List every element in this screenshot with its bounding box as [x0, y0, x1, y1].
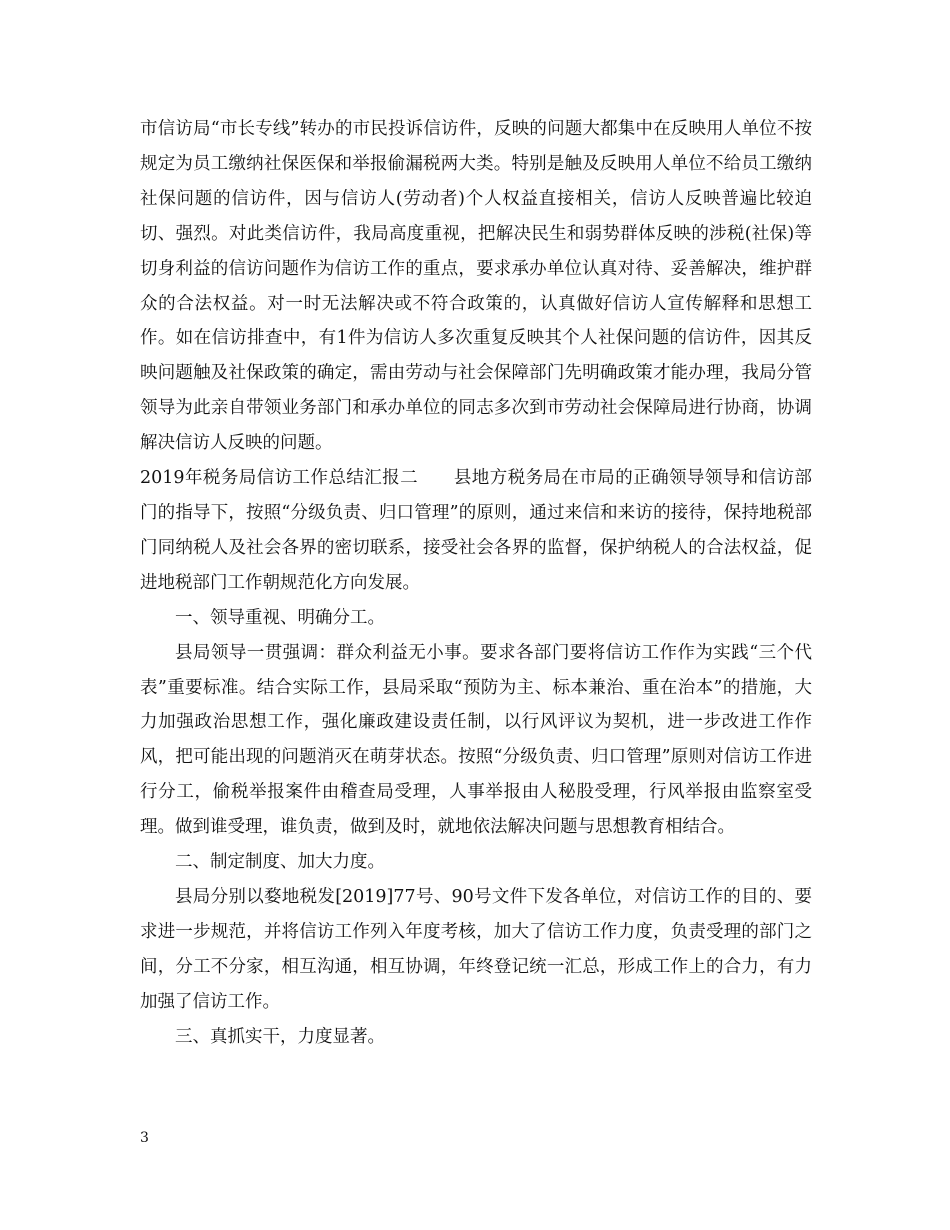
paragraph-hotline-complaints: 市信访局“市长专线”转办的市民投诉信访件，反映的问题大都集中在反映用人单位不按规定为员工缴纳社保医保和举报偷漏税两大类。特别是触及反映用人单位不给员工缴纳社保问题的信访件，因与信访人(劳动者)个人权益直接相关，信访人反映普遍比较迫切、强烈。对此类信访件，我局高度重视，把解决民生和弱势群体反映的涉税(社保)等切身利益的信访问题作为信访工作的重点，要求承办单位认真对待、妥善解决，维护群众的合法权益。对一时无法解决或不符合政策的，认真做好信访人宣传解释和思想工作。如在信访排查中，有1件为信访人多次重复反映其个人社保问题的信访件，因其反映问题触及社保政策的确定，需由劳动与社会保障部门先明确政策才能办理，我局分管领导为此亲自带领业务部门和承办单位的同志多次到市劳动社会保障局进行协商，协调解决信访人反映的问题。 — [140, 119, 812, 454]
paragraph-report-two-intro: 2019年税务局信访工作总结汇报二 县地方税务局在市局的正确领导领导和信访部门的指导下，按照“分级负责、归口管理”的原则，通过来信和来访的接待，保持地税部门同纳税人及社会各界的密切联系，接受社会各界的监督，保护纳税人的合法权益，促进地税部门工作朝规范化方向发展。 — [140, 468, 812, 593]
heading-section-three: 三、真抓实干，力度显著。 — [175, 1026, 385, 1047]
heading-section-one: 一、领导重视、明确分工。 — [175, 607, 385, 628]
heading-section-two: 二、制定制度、加大力度。 — [175, 852, 385, 873]
paragraph-section-two: 县局分别以婺地税发[2019]77号、90号文件下发各单位，对信访工作的目的、要求进一步规范，并将信访工作列入年度考核，加大了信访工作力度，负责受理的部门之间，分工不分家，相互沟通，相互协调，年终登记统一汇总，形成工作上的合力，有力加强了信访工作。 — [140, 886, 812, 1012]
paragraph-section-one: 县局领导一贯强调：群众利益无小事。要求各部门要将信访工作作为实践“三个代表”重要标准。结合实际工作，县局采取“预防为主、标本兼治、重在治本”的措施，大力加强政治思想工作，强化廉政建设责任制，以行风评议为契机，进一步改进工作作风，把可能出现的问题消灭在萌芽状态。按照“分级负责、归口管理”原则对信访工作进行分工，偷税举报案件由稽查局受理，人事举报由人秘股受理，行风举报由监察室受理。做到谁受理，谁负责，做到及时，就地依法解决问题与思想教育相结合。 — [140, 642, 812, 838]
page-number: 3 — [140, 1130, 149, 1146]
document-body — [140, 112, 812, 1054]
